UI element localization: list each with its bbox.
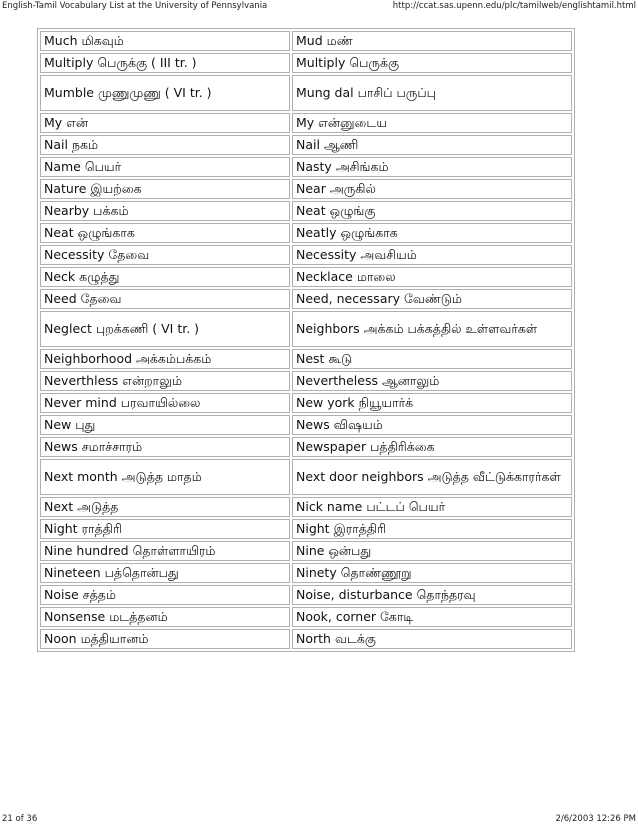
vocab-cell <box>292 563 572 583</box>
table-row <box>40 393 572 413</box>
english-word: Necessity <box>44 247 105 262</box>
vocab-cell <box>40 113 290 133</box>
english-word: Noise, disturbance <box>296 587 413 602</box>
vocab-cell <box>40 201 290 221</box>
tamil-word: தேவை <box>80 291 122 306</box>
vocab-cell <box>292 267 572 287</box>
tamil-word: ஒன்பது <box>328 543 372 558</box>
vocab-cell <box>40 31 290 51</box>
english-word: Newspaper <box>296 439 367 454</box>
vocabulary-table <box>37 28 575 652</box>
table-row <box>40 497 572 517</box>
vocab-cell <box>292 585 572 605</box>
tamil-word: மண் <box>326 33 353 48</box>
vocab-cell <box>40 157 290 177</box>
english-word: News <box>44 439 78 454</box>
table-row <box>40 245 572 265</box>
table-row <box>40 223 572 243</box>
english-word: Nine hundred <box>44 543 129 558</box>
english-word: Multiply <box>44 55 94 70</box>
english-word: Mud <box>296 33 323 48</box>
vocab-cell <box>292 371 572 391</box>
vocab-cell <box>292 541 572 561</box>
table-row <box>40 113 572 133</box>
english-word: Much <box>44 33 78 48</box>
vocab-cell <box>40 289 290 309</box>
vocab-cell <box>292 31 572 51</box>
english-word: Nature <box>44 181 87 196</box>
english-word: Name <box>44 159 81 174</box>
english-word: Need <box>44 291 77 306</box>
vocab-cell <box>292 415 572 435</box>
vocab-cell <box>40 459 290 495</box>
english-word: Next month <box>44 469 118 484</box>
tamil-word: கோடி <box>380 609 414 624</box>
tamil-word: அசிங்கம் <box>335 159 389 174</box>
english-word: Neatly <box>296 225 337 240</box>
tamil-word: வடக்கு <box>334 631 376 646</box>
english-word: Night <box>44 521 78 536</box>
english-word: Nearby <box>44 203 90 218</box>
english-word: Near <box>296 181 326 196</box>
english-word: Never mind <box>44 395 117 410</box>
english-word: Nasty <box>296 159 332 174</box>
vocab-cell <box>40 135 290 155</box>
english-word: Neat <box>44 225 74 240</box>
tamil-word: ஆனாலும் <box>381 373 440 388</box>
vocab-cell <box>292 393 572 413</box>
english-word: New <box>44 417 72 432</box>
vocab-cell <box>292 629 572 649</box>
english-word: News <box>296 417 330 432</box>
table-row <box>40 311 572 347</box>
table-row <box>40 349 572 369</box>
english-word: Nonsense <box>44 609 106 624</box>
tamil-word: பாசிப் பருப்பு <box>357 85 436 100</box>
tamil-word: தொண்ணூறு <box>340 565 412 580</box>
tamil-word: வேண்டும் <box>404 291 462 306</box>
english-word: Next door neighbors <box>296 469 424 484</box>
english-word: Nineteen <box>44 565 101 580</box>
english-word: Nine <box>296 543 325 558</box>
table-row <box>40 75 572 111</box>
tamil-word: மாலை <box>356 269 396 284</box>
english-word: Nook, corner <box>296 609 377 624</box>
tamil-word: அவசியம் <box>360 247 417 262</box>
page-number: 21 of 36 <box>2 814 38 824</box>
english-word: Mung dal <box>296 85 354 100</box>
tamil-word: மத்தியானம் <box>80 631 149 646</box>
english-word: Neglect <box>44 321 92 336</box>
tamil-word: கழுத்து <box>79 269 120 284</box>
english-word: Nail <box>296 137 320 152</box>
english-word: Neck <box>44 269 76 284</box>
vocab-cell <box>292 497 572 517</box>
english-word: Nick name <box>296 499 363 514</box>
table-row <box>40 437 572 457</box>
tamil-word: என்னுடைய <box>318 115 388 130</box>
table-row <box>40 459 572 495</box>
tamil-word: பெருக்கு <box>349 55 399 70</box>
print-header <box>0 0 638 14</box>
table-row <box>40 563 572 583</box>
english-word: My <box>44 115 63 130</box>
english-word: Neat <box>296 203 326 218</box>
tamil-word: ஒழுங்கு <box>329 203 376 218</box>
vocab-cell <box>292 519 572 539</box>
vocab-cell <box>292 223 572 243</box>
vocab-cell <box>40 519 290 539</box>
table-row <box>40 629 572 649</box>
vocab-cell <box>292 245 572 265</box>
english-word: Neverthless <box>44 373 119 388</box>
tamil-word: கூடு <box>328 351 353 366</box>
vocab-cell <box>40 437 290 457</box>
vocab-cell <box>40 415 290 435</box>
print-footer <box>0 812 638 826</box>
vocab-cell <box>40 585 290 605</box>
vocab-cell <box>40 629 290 649</box>
english-word: Ninety <box>296 565 337 580</box>
vocab-cell <box>40 311 290 347</box>
tamil-word: அடுத்த <box>77 499 119 514</box>
vocab-cell <box>292 349 572 369</box>
table-row <box>40 135 572 155</box>
english-word: Nevertheless <box>296 373 378 388</box>
english-word: Necklace <box>296 269 353 284</box>
english-word: Next <box>44 499 74 514</box>
english-word: Noise <box>44 587 79 602</box>
tamil-word: நகம் <box>71 137 99 152</box>
tamil-word: பட்டப் பெயர் <box>366 499 446 514</box>
tamil-word: பெயர் <box>84 159 122 174</box>
vocab-cell <box>292 135 572 155</box>
vocab-cell <box>292 157 572 177</box>
tamil-word: அக்கம்பக்கம் <box>136 351 212 366</box>
tamil-word: மிகவும் <box>81 33 124 48</box>
english-word: New york <box>296 395 355 410</box>
tamil-word: ஆணி <box>323 137 359 152</box>
tamil-word: தொள்ளாயிரம் <box>132 543 216 558</box>
vocab-cell <box>292 179 572 199</box>
english-word: Neighborhood <box>44 351 133 366</box>
tamil-word: புது <box>75 417 96 432</box>
vocab-cell <box>40 497 290 517</box>
vocab-cell <box>40 393 290 413</box>
tamil-word: அருகில் <box>329 181 376 196</box>
table-row <box>40 607 572 627</box>
vocab-cell <box>292 459 572 495</box>
tamil-word: அக்கம் பக்கத்தில் உள்ளவர்கள் <box>363 321 538 336</box>
vocab-cell <box>292 113 572 133</box>
tamil-word: பரவாயில்லை <box>120 395 201 410</box>
table-row <box>40 201 572 221</box>
vocab-cell <box>40 267 290 287</box>
english-word: Nest <box>296 351 325 366</box>
tamil-word: தேவை <box>108 247 150 262</box>
tamil-word: விஷயம் <box>333 417 383 432</box>
vocab-cell <box>40 541 290 561</box>
vocab-cell <box>292 289 572 309</box>
vocab-cell <box>292 311 572 347</box>
vocab-cell <box>292 201 572 221</box>
vocab-cell <box>40 607 290 627</box>
tamil-word: என்றாலும் <box>122 373 183 388</box>
vocab-cell <box>40 75 290 111</box>
english-word: Necessity <box>296 247 357 262</box>
tamil-word: அடுத்த வீட்டுக்காரர்கள் <box>427 469 561 484</box>
english-word: North <box>296 631 331 646</box>
table-row <box>40 289 572 309</box>
english-word: Night <box>296 521 330 536</box>
tamil-word: புறக்கணி ( VI tr. ) <box>95 321 200 336</box>
table-row <box>40 415 572 435</box>
document-url: http://ccat.sas.upenn.edu/plc/tamilweb/englishtamil.html <box>392 1 636 11</box>
tamil-word: இயற்கை <box>90 181 142 196</box>
tamil-word: முணுமுணு ( VI tr. ) <box>97 85 212 100</box>
table-row <box>40 541 572 561</box>
vocabulary-table-body <box>40 31 572 649</box>
table-row <box>40 519 572 539</box>
vocab-cell <box>40 349 290 369</box>
table-row <box>40 179 572 199</box>
vocab-cell <box>292 607 572 627</box>
english-word: My <box>296 115 315 130</box>
english-word: Need, necessary <box>296 291 401 306</box>
tamil-word: நியூயார்க் <box>358 395 414 410</box>
table-row <box>40 585 572 605</box>
table-row <box>40 31 572 51</box>
vocab-cell <box>40 245 290 265</box>
tamil-word: மடத்தனம் <box>109 609 168 624</box>
tamil-word: அடுத்த மாதம் <box>121 469 202 484</box>
tamil-word: என் <box>66 115 89 130</box>
vocab-cell <box>292 75 572 111</box>
vocab-cell <box>40 563 290 583</box>
english-word: Neighbors <box>296 321 360 336</box>
tamil-word: இராத்திரி <box>333 521 387 536</box>
vocab-cell <box>40 371 290 391</box>
english-word: Noon <box>44 631 77 646</box>
table-row <box>40 53 572 73</box>
english-word: Nail <box>44 137 68 152</box>
vocab-cell <box>40 223 290 243</box>
table-row <box>40 371 572 391</box>
tamil-word: தொந்தரவு <box>416 587 476 602</box>
tamil-word: சமாச்சாரம் <box>81 439 143 454</box>
tamil-word: பத்தொன்பது <box>104 565 179 580</box>
tamil-word: ஒழுங்காக <box>77 225 135 240</box>
tamil-word: பெருக்கு ( III tr. ) <box>97 55 197 70</box>
tamil-word: ஒழுங்காக <box>340 225 398 240</box>
tamil-word: பத்திரிக்கை <box>370 439 435 454</box>
tamil-word: ராத்திரி <box>81 521 122 536</box>
table-row <box>40 157 572 177</box>
document-title: English-Tamil Vocabulary List at the University of Pennsylvania <box>2 1 268 11</box>
table-row <box>40 267 572 287</box>
print-datetime: 2/6/2003 12:26 PM <box>555 814 636 824</box>
tamil-word: சத்தம் <box>82 587 116 602</box>
english-word: Mumble <box>44 85 94 100</box>
english-word: Multiply <box>296 55 346 70</box>
vocab-cell <box>292 53 572 73</box>
vocab-cell <box>40 179 290 199</box>
tamil-word: பக்கம் <box>93 203 129 218</box>
vocab-cell <box>40 53 290 73</box>
vocab-cell <box>292 437 572 457</box>
